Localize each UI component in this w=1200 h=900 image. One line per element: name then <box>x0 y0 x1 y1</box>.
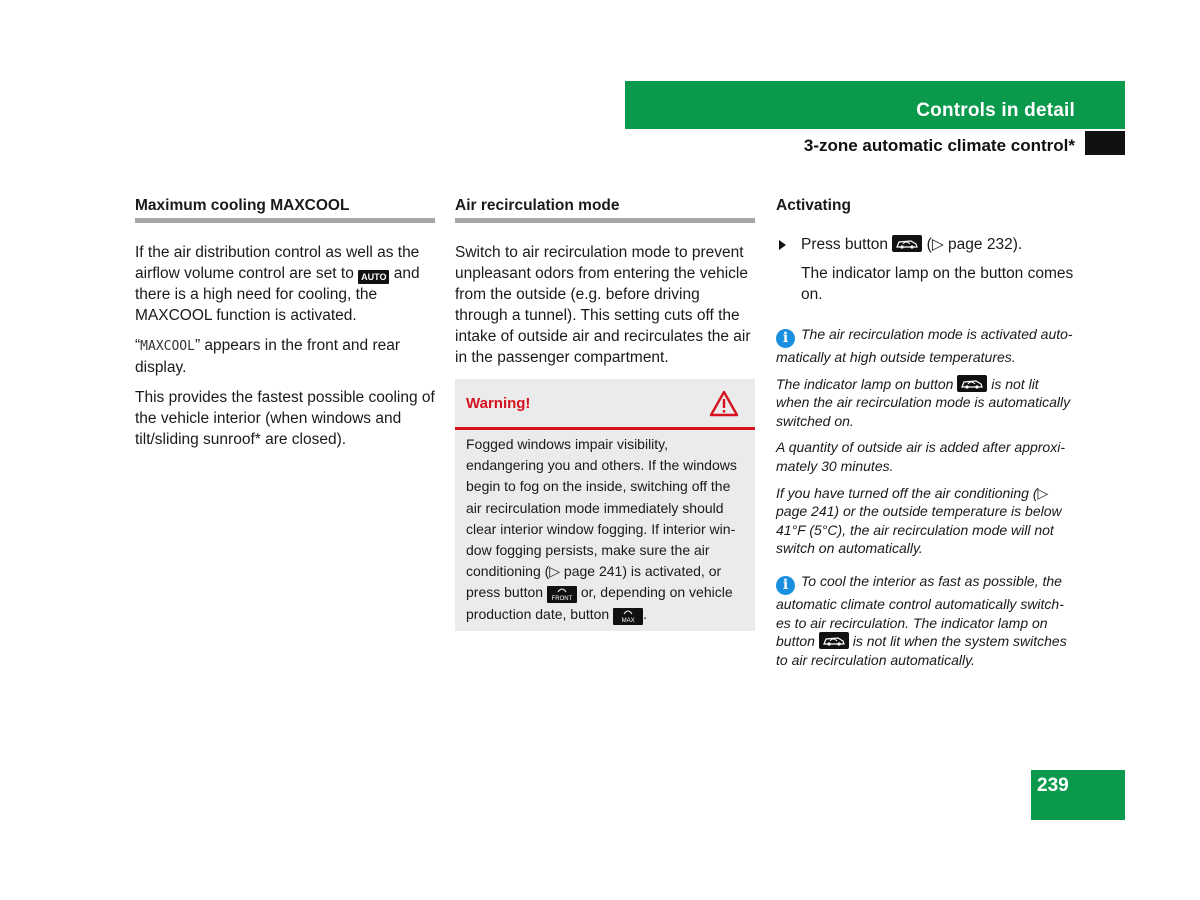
note-indicator-lamp <box>776 375 1076 431</box>
text: The indicator lamp on button <box>776 375 954 392</box>
note-auto-activation <box>776 325 1076 367</box>
page-number: 239 <box>1037 775 1069 796</box>
front-defrost-button-icon <box>547 586 577 603</box>
text: . <box>643 605 648 622</box>
recirculation-button-icon <box>957 375 987 392</box>
defrost-icon <box>623 609 633 615</box>
recirculation-button-icon <box>892 235 922 252</box>
recirculation-button-icon <box>819 632 849 649</box>
note-cool-fast <box>776 572 1076 669</box>
text: To cool the interior as fast as possible, the automatic climate control automatically switch-es to air recirculation. The indicator lamp on button <box>776 572 1064 650</box>
text: FRONT <box>551 596 573 603</box>
column-recirculation <box>455 196 755 377</box>
text: or, depending on vehicle production date, button <box>466 584 733 622</box>
recirculation-paragraph: Switch to air recirculation mode to prevent unpleasant odors from entering the vehicle from the outside (e.g. before driving through a tunnel). This setting cuts off the intake of outside air and recirculates the air in the passenger compartment. <box>455 244 751 366</box>
note-outside-air: A quantity of outside air is added after approxi-mately 30 minutes. <box>776 439 1065 474</box>
text: is not lit when the system switches to air recirculation automatically. <box>776 633 1067 668</box>
car-recirculation-icon <box>895 237 919 250</box>
text: and there is a high need for cooling, the MAXCOOL function is activated. <box>135 265 420 324</box>
auto-button-icon: AUTO <box>358 270 389 284</box>
warning-body <box>455 430 755 625</box>
maxcool-paragraph-2 <box>135 335 435 378</box>
text: MAX <box>621 617 635 624</box>
text: “ <box>135 337 141 354</box>
warning-box <box>455 379 755 631</box>
subsection-title: 3-zone automatic climate control* <box>803 136 1075 155</box>
warning-triangle-icon <box>709 390 739 417</box>
bullet-arrow-icon <box>779 240 786 250</box>
section-title: Controls in detail <box>916 100 1075 121</box>
warning-header <box>455 379 755 430</box>
text: If the air distribution control as well as the airflow volume control are set to <box>135 244 420 282</box>
header-marker <box>1085 131 1125 155</box>
car-recirculation-icon <box>822 634 846 647</box>
car-recirculation-icon <box>960 377 984 390</box>
text: ” appears in the front and rear display. <box>135 337 401 376</box>
text: The air recirculation mode is activated auto-matically at high outside temperatures. <box>776 326 1073 365</box>
heading-recirculation: Air recirculation mode <box>455 197 620 214</box>
info-icon: i <box>776 329 795 348</box>
column-maxcool <box>135 196 435 459</box>
heading-maxcool: Maximum cooling MAXCOOL <box>135 197 350 214</box>
heading-rule <box>135 218 435 223</box>
max-defrost-button-icon <box>613 608 643 625</box>
spacer <box>776 216 1076 234</box>
note-ac-off: If you have turned off the air conditioning (▷ page 241) or the outside temperature is below 41°F (5°C), the air recirculation mode will not switch on automatically. <box>776 484 1062 557</box>
maxcool-paragraph-1 <box>135 242 435 326</box>
heading-rule <box>455 218 755 223</box>
text: (▷ page 232). <box>926 236 1023 253</box>
text: Press button <box>801 236 889 253</box>
text: is not lit when the air recirculation mode is automatically switched on. <box>776 375 1071 429</box>
info-icon: i <box>776 576 795 595</box>
warning-title: Warning! <box>466 395 531 412</box>
maxcool-paragraph-3: This provides the fastest possible cooling of the vehicle interior (when windows and tilt/sliding sunroof* are closed). <box>135 389 435 448</box>
display-text: MAXCOOL <box>140 339 195 354</box>
step-press-button <box>776 234 1076 255</box>
defrost-icon <box>557 587 567 593</box>
heading-activating: Activating <box>776 197 851 214</box>
step-result: The indicator lamp on the button comes on. <box>801 265 1074 303</box>
text: Fogged windows impair visibility, endangering you and others. If the windows begin to fog on the inside, switching off the air recirculation mode immediately should clear interior window fogging. If interior win-dow fogging persists, make sure the air conditioning (▷ page 241) is activated, or press button <box>466 436 737 601</box>
column-activating <box>776 196 1076 677</box>
